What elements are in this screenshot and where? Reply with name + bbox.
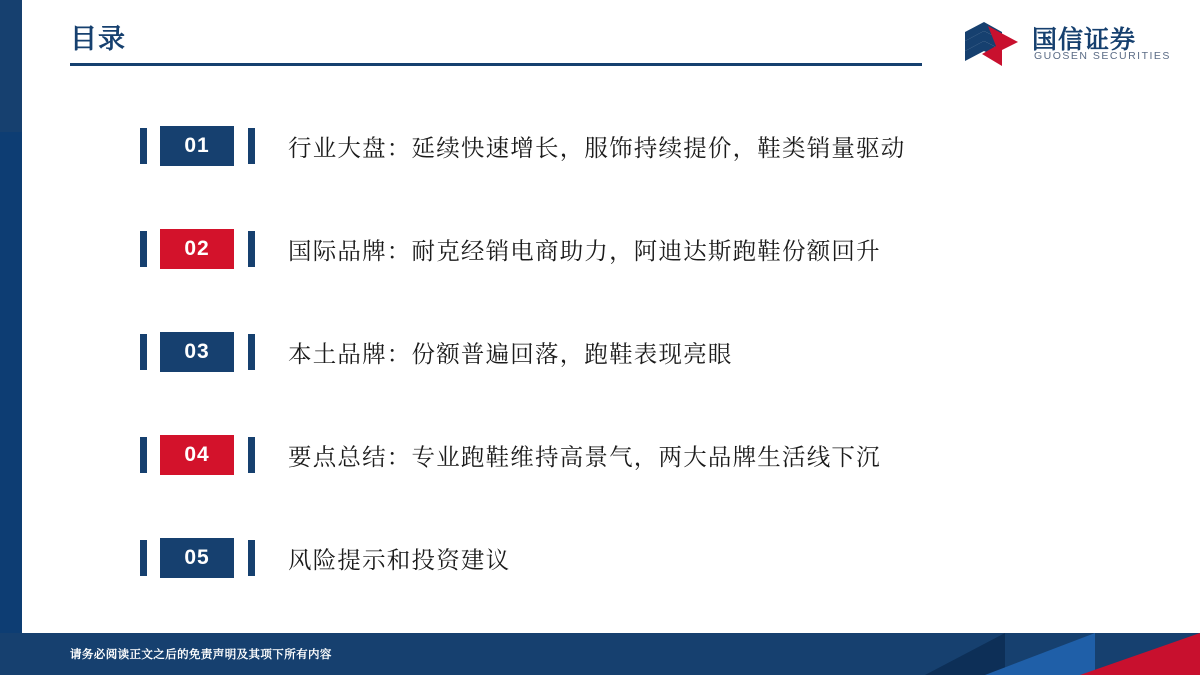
toc-number-badge: 04 [160, 435, 234, 475]
toc-item-label[interactable]: 风险提示和投资建议 [288, 547, 511, 573]
toc-item-03[interactable] [0, 302, 1200, 405]
bracket-right-icon [248, 540, 255, 576]
table-of-contents [0, 96, 1200, 611]
footer-disclaimer: 请务必阅读正文之后的免责声明及其项下所有内容 [70, 649, 332, 661]
bracket-right-icon [248, 334, 255, 370]
toc-item-04[interactable] [0, 405, 1200, 508]
guosen-logo-icon [962, 20, 1024, 68]
toc-number-badge: 01 [160, 126, 234, 166]
slide-header [70, 22, 940, 68]
company-logo [962, 18, 1171, 72]
slide-footer [0, 633, 1200, 675]
toc-number-badge: 03 [160, 332, 234, 372]
logo-name-en: GUOSEN SECURITIES [1034, 50, 1171, 62]
bracket-right-icon [248, 437, 255, 473]
footer-decoration-blue [985, 633, 1095, 675]
toc-item-label[interactable]: 要点总结：专业跑鞋维持高景气，两大品牌生活线下沉 [288, 444, 881, 470]
page-title: 目录 [70, 24, 126, 54]
toc-item-05[interactable] [0, 508, 1200, 611]
toc-number-badge: 02 [160, 229, 234, 269]
toc-number-badge: 05 [160, 538, 234, 578]
logo-name-cn: 国信证券 [1032, 26, 1137, 54]
bracket-left-icon [140, 334, 147, 370]
toc-item-02[interactable] [0, 199, 1200, 302]
header-divider [70, 63, 922, 66]
toc-item-label[interactable]: 本土品牌：份额普遍回落，跑鞋表现亮眼 [288, 341, 733, 367]
toc-item-01[interactable] [0, 96, 1200, 199]
bracket-right-icon [248, 128, 255, 164]
toc-item-label[interactable]: 行业大盘：延续快速增长，服饰持续提价，鞋类销量驱动 [288, 135, 906, 161]
toc-item-label[interactable]: 国际品牌：耐克经销电商助力，阿迪达斯跑鞋份额回升 [288, 238, 881, 264]
bracket-left-icon [140, 128, 147, 164]
footer-decoration-red [1080, 633, 1200, 675]
bracket-left-icon [140, 231, 147, 267]
bracket-right-icon [248, 231, 255, 267]
bracket-left-icon [140, 540, 147, 576]
bracket-left-icon [140, 437, 147, 473]
